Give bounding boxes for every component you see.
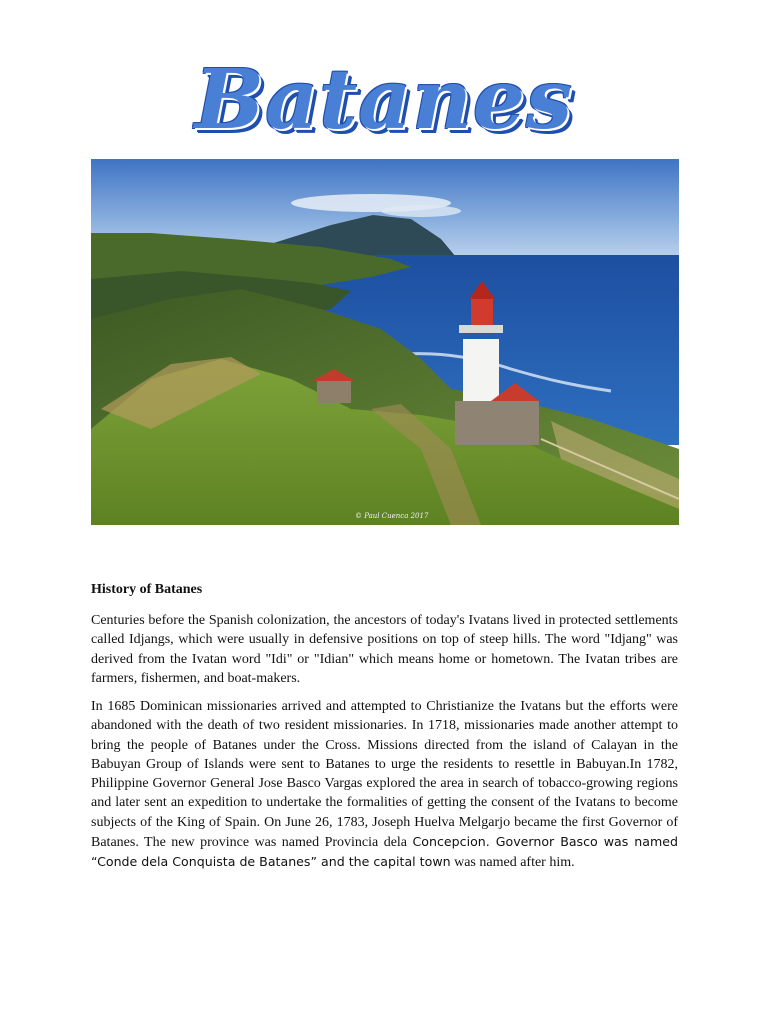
- paragraph-2-main: In 1685 Dominican missionaries arrived and attempted to Christianize the Ivatans but the efforts were abandoned with the death of two resident missionaries. In 1718, missionaries made another attempt to bring the people of Batanes under the Cross. Missions directed from the island of Calayan in the Babuyan Group of Islands were sent to Batanes to urge the residents to resettle in Babuyan.In 1782, Philippine Governor General Jose Basco Vargas explored the area in search of tobacco-growing regions and later sent an expedition to undertake the formalities of getting the consent of the Ivatans to become subjects of the King of Spain. On June 26, 1783, Joseph Huelva Melgarjo became the first Governor of Batanes. The new province was named Provincia dela: [91, 699, 678, 851]
- paragraph-2-end: was named after him.: [450, 855, 575, 871]
- paragraph-2-sans: Concepcion. Governor Basco was named “Conde dela Conquista de Batanes” and the capital town: [91, 834, 678, 870]
- paragraph-1: Centuries before the Spanish colonization, the ancestors of today's Ivatans lived in protected settlements called Idjangs, which were usually in defensive positions on top of steep hills. The word "Idjang" was derived from the Ivatan word "Idi" or "Idian" which means home or hometown. The Ivatan tribes are farmers, fishermen, and boat-makers.: [91, 613, 678, 686]
- paragraph-2: [91, 697, 678, 873]
- photo-credit: © Paul Cuenca 2017: [355, 512, 429, 520]
- document-title: Batanes: [194, 52, 574, 148]
- title-area: [0, 52, 768, 148]
- lighthouse-photo: [91, 159, 679, 525]
- section-heading: History of Batanes: [91, 582, 203, 597]
